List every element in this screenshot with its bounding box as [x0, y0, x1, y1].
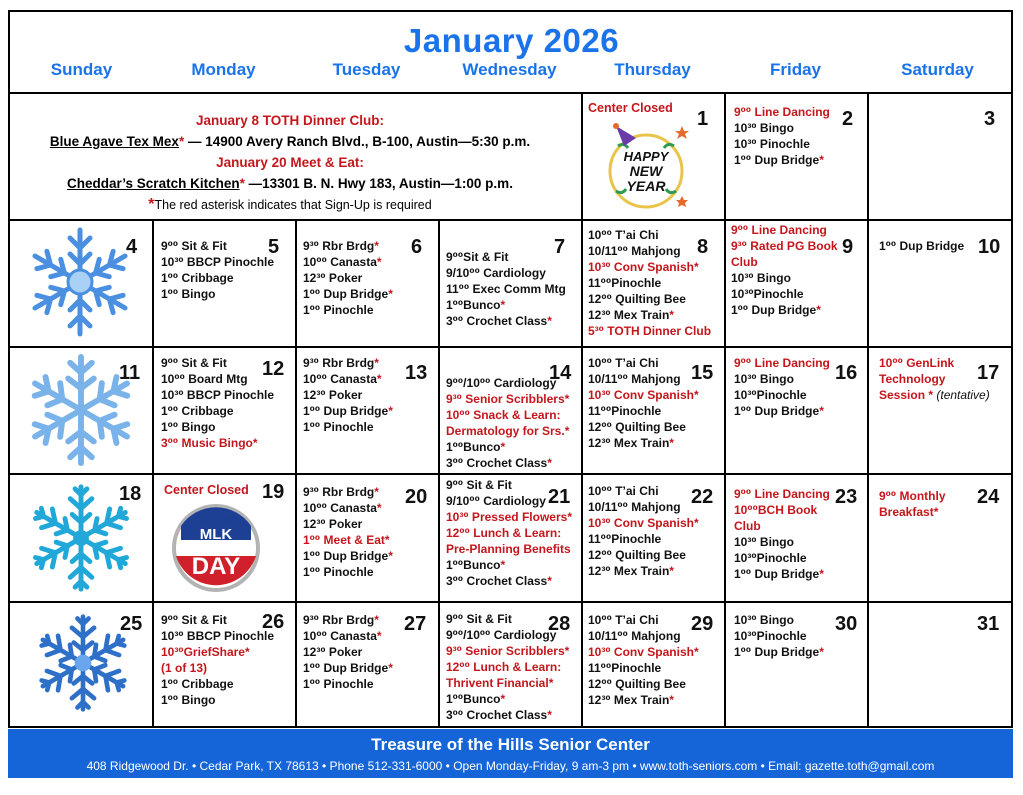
mlk-badge-tagline: Have a Dream [196, 518, 236, 524]
event-item: (1 of 13) [161, 661, 208, 675]
day-number: 18 [119, 483, 142, 505]
center-closed-label: Center Closed [164, 483, 249, 497]
weekday-thursday: Thursday [614, 60, 691, 79]
banner-note: *The red asterisk indicates that Sign-Up is required [148, 196, 432, 213]
day-number: 19 [262, 481, 285, 503]
event-item: 1⁰⁰ Bingo [161, 693, 216, 707]
event-item: 1⁰⁰Bunco* [446, 558, 506, 572]
event-item: 12³⁰ Mex Train* [588, 693, 674, 707]
day-number: 23 [835, 486, 858, 508]
event-item: 1⁰⁰ Dup Bridge* [303, 549, 393, 563]
day-events [731, 222, 838, 318]
day-events [303, 238, 393, 318]
event-item: 10³⁰ Bingo [734, 535, 794, 549]
grid-line [438, 219, 440, 728]
day-number: 16 [835, 362, 858, 384]
banner-venue-2: Cheddar’s Scratch Kitchen [67, 176, 240, 191]
grid-line [867, 92, 869, 221]
event-item: 1⁰⁰ Pinochle [303, 677, 374, 691]
banner-note-text: The red asterisk indicates that Sign-Up is required [154, 198, 432, 212]
event-item: Session * (tentative) [879, 388, 990, 402]
event-item: 9³⁰ Senior Scribblers* [446, 644, 570, 658]
grid-line [724, 219, 726, 728]
event-item: 10⁰⁰ Canasta* [303, 629, 382, 643]
day-number: 15 [691, 362, 714, 384]
day-number: 2 [842, 108, 854, 130]
event-item: 1⁰⁰ Pinochle [303, 303, 374, 317]
event-item: 9⁰⁰ Line Dancing [734, 487, 830, 501]
day-events [734, 612, 824, 660]
event-item: 1⁰⁰ Dup Bridge* [303, 661, 393, 675]
event-item: 12⁰⁰ Lunch & Learn: [446, 526, 562, 540]
day-events [446, 375, 569, 471]
event-item: Technology [879, 372, 946, 386]
event-item: 3⁰⁰ Crochet Class* [446, 574, 552, 588]
event-item: 11⁰⁰ Exec Comm Mtg [446, 282, 566, 296]
event-item: 12³⁰ Poker [303, 645, 363, 659]
svg-text:YEAR: YEAR [626, 178, 666, 194]
event-item: 12³⁰ Mex Train* [588, 564, 674, 578]
day-number: 21 [548, 486, 571, 508]
event-item: 10³⁰ BBCP Pinochle [161, 388, 275, 402]
day-events [161, 612, 274, 708]
event-item: 9⁰⁰/10⁰⁰ Cardiology [446, 376, 557, 390]
event-item: 1⁰⁰Bunco* [446, 440, 506, 454]
event-item: 9⁰⁰ Sit & Fit [446, 612, 512, 626]
day-number: 3 [984, 108, 996, 130]
day-number: 4 [126, 236, 138, 258]
grid-line [8, 473, 1013, 475]
day-events [446, 477, 572, 589]
day-number: 25 [120, 613, 143, 635]
event-item: 9³⁰ Rated PG Book [731, 239, 838, 253]
calendar-title: January 2026 [403, 22, 620, 59]
event-item: 9³⁰ Rbr Brdg* [303, 356, 379, 370]
event-item: 10/11⁰⁰ Mahjong [588, 372, 681, 386]
event-item: 9⁰⁰ Monthly [879, 489, 946, 503]
banner-venue-1: Blue Agave Tex Mex [49, 134, 179, 149]
event-item: 10³⁰ Conv Spanish* [588, 645, 699, 659]
event-item: 12³⁰ Mex Train* [588, 436, 674, 450]
event-item: 1⁰⁰Bunco* [446, 692, 506, 706]
svg-text:NEW: NEW [629, 163, 663, 179]
event-item: 12⁰⁰ Quilting Bee [588, 548, 686, 562]
weekday-sunday: Sunday [50, 60, 113, 79]
event-item: 11⁰⁰Pinochle [588, 276, 662, 290]
event-item: 10⁰⁰ Board Mtg [161, 372, 248, 386]
event-item: 12⁰⁰ Lunch & Learn: [446, 660, 562, 674]
snowflake-icon [20, 224, 140, 340]
center-closed-label: Center Closed [588, 101, 673, 115]
event-item: 10⁰⁰BCH Book [734, 503, 818, 517]
day-number: 9 [842, 236, 854, 258]
event-item: 1⁰⁰ Bingo [161, 287, 216, 301]
grid-line [8, 346, 1013, 348]
event-item: 9/10⁰⁰ Cardiology [446, 494, 546, 508]
event-item: 11⁰⁰Pinochle [588, 404, 662, 418]
event-item: 1⁰⁰ Cribbage [161, 404, 234, 418]
event-item: Dermatology for Srs.* [446, 424, 570, 438]
day-events [734, 104, 830, 168]
event-item: Breakfast* [879, 505, 939, 519]
event-item: 1⁰⁰ Bingo [161, 420, 216, 434]
event-item: 10⁰⁰ T’ai Chi [588, 228, 659, 242]
event-item: 1⁰⁰ Dup Bridge* [734, 645, 824, 659]
day-number: 10 [978, 236, 1001, 258]
day-events [161, 355, 274, 451]
grid-line [8, 92, 1013, 94]
event-item: 1⁰⁰ Dup Bridge [879, 239, 965, 253]
event-item: 10³⁰GriefShare* [161, 645, 250, 659]
event-item: 5³⁰ TOTH Dinner Club [588, 324, 712, 338]
event-item: 10³⁰ Conv Spanish* [588, 516, 699, 530]
center-name: Treasure of the Hills Senior Center [371, 735, 650, 754]
day-number: 30 [835, 613, 858, 635]
banner-address-2: —13301 B. N. Hwy 183, Austin—1:00 p.m. [244, 176, 513, 191]
day-events [588, 483, 699, 579]
event-item: Pre-Planning Benefits [446, 542, 571, 556]
mlk-badge-text: MLK [199, 526, 233, 543]
event-item: 10³⁰ Bingo [734, 121, 794, 135]
event-item: 1⁰⁰ Dup Bridge* [303, 404, 393, 418]
event-item: Thrivent Financial* [446, 676, 554, 690]
grid-line [581, 92, 583, 221]
event-item: 11⁰⁰Pinochle [588, 661, 662, 675]
svg-text:HAPPY: HAPPY [623, 149, 669, 164]
event-item: 9/10⁰⁰ Cardiology [446, 266, 546, 280]
banner-line-3: January 20 Meet & Eat: [216, 155, 364, 170]
weekday-friday: Friday [769, 60, 822, 79]
footer [8, 729, 1013, 778]
event-item: 1⁰⁰ Dup Bridge* [734, 567, 824, 581]
event-item: 10³⁰ Pinochle [734, 137, 810, 151]
day-number: 31 [977, 613, 1000, 635]
event-item: 1⁰⁰ Dup Bridge* [734, 153, 824, 167]
day-events [879, 488, 946, 520]
banner-line-4: Cheddar’s Scratch Kitchen* —13301 B. N. Hwy 183, Austin—1:00 p.m. [67, 176, 513, 191]
snowflake-icon [32, 612, 134, 714]
event-item: 9³⁰ Rbr Brdg* [303, 485, 379, 499]
day-events [303, 612, 393, 692]
day-number: 29 [691, 613, 714, 635]
day-number: 27 [404, 613, 427, 635]
event-item: 1⁰⁰ Pinochle [303, 420, 374, 434]
event-item: 10³⁰Pinochle [734, 551, 807, 565]
day-number: 11 [119, 362, 141, 384]
event-item: 12³⁰ Poker [303, 271, 363, 285]
weekday-wednesday: Wednesday [462, 60, 557, 79]
event-item: 10³⁰ Pressed Flowers* [446, 510, 572, 524]
event-item: 10³⁰Pinochle [734, 629, 807, 643]
event-item: 9⁰⁰ Sit & Fit [446, 478, 512, 492]
day-events [161, 238, 274, 302]
event-item: 1⁰⁰ Dup Bridge* [734, 404, 824, 418]
event-item: 10⁰⁰ Canasta* [303, 372, 382, 386]
day-number: 1 [697, 108, 709, 130]
event-item: 10³⁰ Conv Spanish* [588, 260, 699, 274]
day-number: 24 [977, 486, 1000, 508]
banner-address-1: — 14900 Avery Ranch Blvd., B-100, Austin—5:30 p.m. [184, 134, 531, 149]
grid-line [152, 219, 154, 728]
mlk-badge-day: DAY [191, 553, 241, 580]
tentative-note: (tentative) [936, 388, 990, 402]
day-number: 22 [691, 486, 714, 508]
event-item: 12³⁰ Mex Train* [588, 308, 674, 322]
event-item: 1⁰⁰ Cribbage [161, 677, 234, 691]
day-number: 5 [268, 236, 280, 258]
event-item: 1⁰⁰ Meet & Eat* [303, 533, 390, 547]
event-item: 9⁰⁰ Line Dancing [734, 105, 830, 119]
event-item: 9⁰⁰ Line Dancing [731, 223, 827, 237]
banner-line-2: Blue Agave Tex Mex* — 14900 Avery Ranch Blvd., B-100, Austin—5:30 p.m. [49, 134, 531, 149]
grid-line [867, 219, 869, 728]
day-events [588, 355, 699, 451]
grid-line [8, 219, 1013, 221]
event-item: 1⁰⁰ Cribbage [161, 271, 234, 285]
day-number: 7 [554, 236, 566, 258]
event-item: 3⁰⁰ Music Bingo* [161, 436, 258, 450]
weekday-tuesday: Tuesday [332, 60, 401, 79]
event-item: 10⁰⁰ T’ai Chi [588, 613, 659, 627]
event-item: 10³⁰ Bingo [731, 271, 791, 285]
grid-line [724, 92, 726, 221]
day-events [303, 484, 393, 580]
event-item: 12⁰⁰ Quilting Bee [588, 292, 686, 306]
event-item: 9³⁰ Rbr Brdg* [303, 613, 379, 627]
dinner-club-banner [10, 110, 570, 216]
event-item: 12⁰⁰ Quilting Bee [588, 420, 686, 434]
day-events [879, 238, 964, 254]
event-item: 10⁰⁰ T’ai Chi [588, 484, 659, 498]
event-item: 9⁰⁰ Sit & Fit [161, 356, 227, 370]
weekday-monday: Monday [191, 60, 256, 79]
event-item: 10³⁰ BBCP Pinochle [161, 255, 275, 269]
grid-line [8, 601, 1013, 603]
day-number: 6 [411, 236, 423, 258]
day-events [588, 227, 711, 339]
day-events [734, 355, 830, 419]
event-item: 3⁰⁰ Crochet Class* [446, 456, 552, 470]
event-item: 10⁰⁰ Canasta* [303, 501, 382, 515]
event-item: Club [731, 255, 758, 269]
event-item: 9⁰⁰/10⁰⁰ Cardiology [446, 628, 557, 642]
event-item: 10³⁰ BBCP Pinochle [161, 629, 275, 643]
grid-line [581, 219, 583, 728]
event-item: 3⁰⁰ Crochet Class* [446, 708, 552, 722]
day-number: 13 [405, 362, 428, 384]
happy-new-year-art [596, 116, 696, 216]
event-item: 10³⁰Pinochle [734, 388, 807, 402]
event-item: 1⁰⁰ Dup Bridge* [731, 303, 821, 317]
day-number: 8 [697, 236, 709, 258]
event-item: 10³⁰Pinochle [731, 287, 804, 301]
event-item: Club [734, 519, 761, 533]
event-item: 3⁰⁰ Crochet Class* [446, 314, 552, 328]
day-events [588, 612, 699, 708]
center-address: 408 Ridgewood Dr. • Cedar Park, TX 78613 • Phone 512-331-6000 • Open Monday-Friday, 9 am-3 pm • www.toth-seniors.com • Email: gazette.toth@gmail.com [86, 759, 935, 773]
event-item: 10/11⁰⁰ Mahjong [588, 244, 681, 258]
event-item: 10³⁰ Bingo [734, 613, 794, 627]
event-item: 10³⁰ Conv Spanish* [588, 388, 699, 402]
day-events [303, 355, 393, 435]
day-events [879, 355, 990, 403]
event-item: 10/11⁰⁰ Mahjong [588, 629, 681, 643]
day-number: 14 [549, 362, 572, 384]
event-item: 10⁰⁰ Canasta* [303, 255, 382, 269]
day-events [446, 249, 566, 329]
day-events [734, 486, 830, 582]
event-item: 10⁰⁰ GenLink [879, 356, 955, 370]
event-item: 11⁰⁰Pinochle [588, 532, 662, 546]
day-number: 28 [548, 613, 571, 635]
mlk-day-badge [171, 500, 261, 596]
event-item: 9⁰⁰ Sit & Fit [161, 239, 227, 253]
event-item: 9⁰⁰ Sit & Fit [161, 613, 227, 627]
event-item: 12³⁰ Poker [303, 517, 363, 531]
event-item: 10⁰⁰ Snack & Learn: [446, 408, 561, 422]
event-item: 10⁰⁰ T’ai Chi [588, 356, 659, 370]
event-item: 9⁰⁰ Line Dancing [734, 356, 830, 370]
event-item: 12⁰⁰ Quilting Bee [588, 677, 686, 691]
weekday-saturday: Saturday [901, 60, 974, 79]
event-item: 9⁰⁰Sit & Fit [446, 250, 509, 264]
event-item: 1⁰⁰ Pinochle [303, 565, 374, 579]
event-item: 10³⁰ Bingo [734, 372, 794, 386]
day-number: 12 [262, 358, 285, 380]
event-item: 10/11⁰⁰ Mahjong [588, 500, 681, 514]
event-item: 9³⁰ Senior Scribblers* [446, 392, 570, 406]
banner-line-1: January 8 TOTH Dinner Club: [195, 113, 385, 128]
day-events [446, 611, 569, 723]
event-item: 12³⁰ Poker [303, 388, 363, 402]
day-number: 17 [977, 362, 1000, 384]
event-item: 9³⁰ Rbr Brdg* [303, 239, 379, 253]
grid-line [295, 219, 297, 728]
event-item: 1⁰⁰ Dup Bridge* [303, 287, 393, 301]
event-item: 1⁰⁰Bunco* [446, 298, 506, 312]
day-number: 20 [405, 486, 428, 508]
day-number: 26 [262, 611, 285, 633]
